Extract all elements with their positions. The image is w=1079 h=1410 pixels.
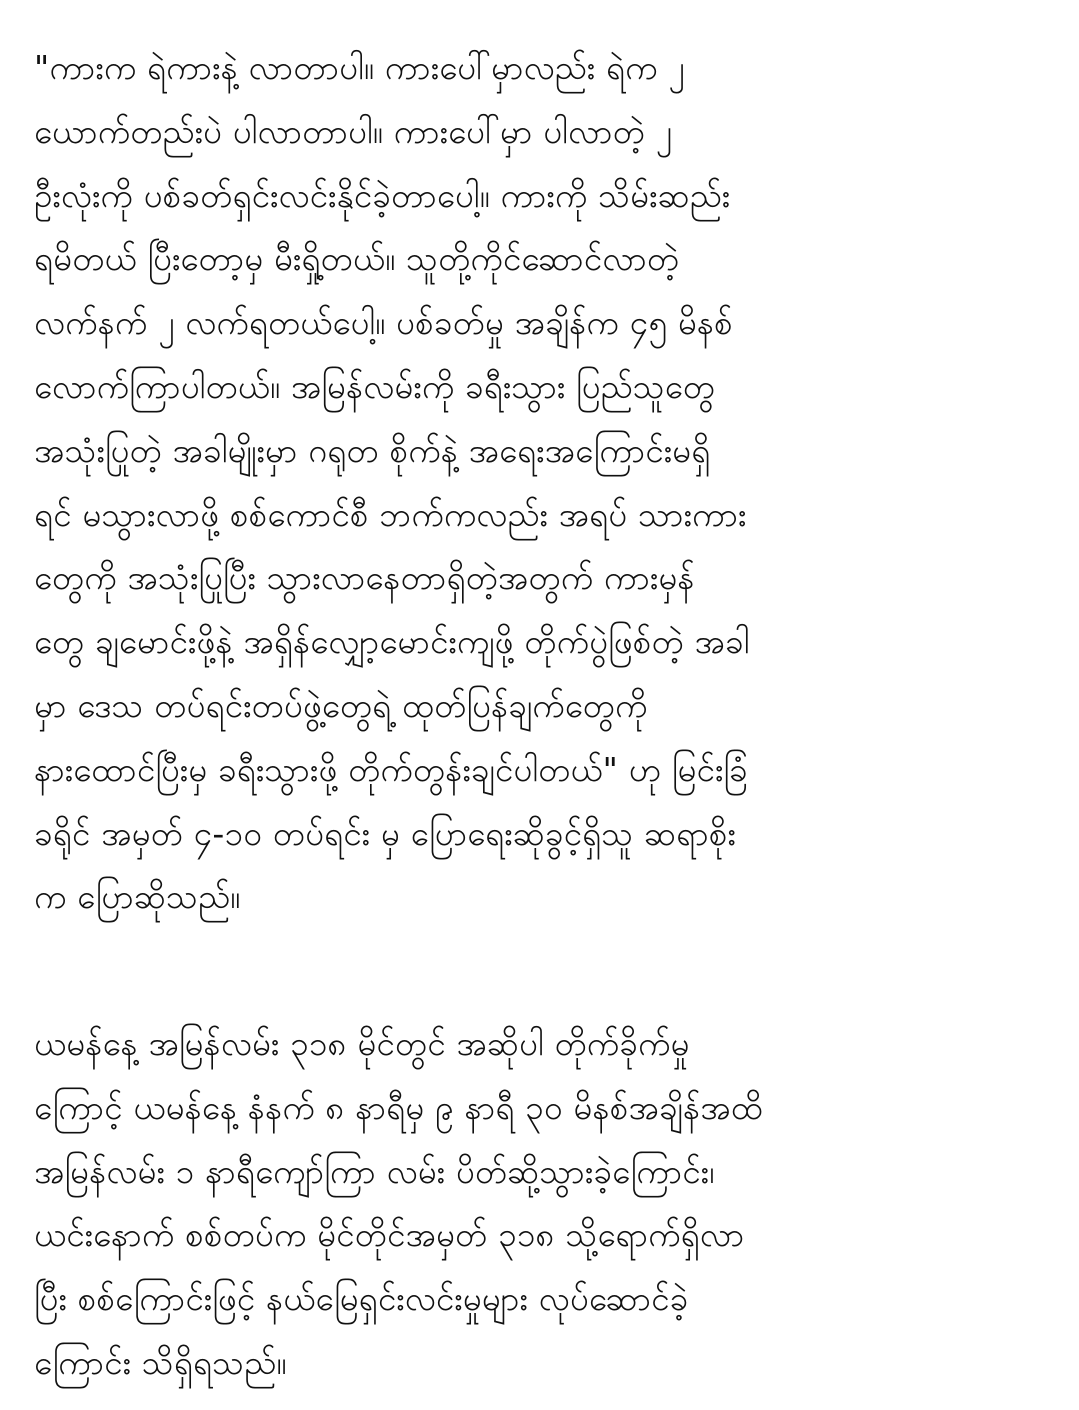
text-line: ယင်းနောက် စစ်တပ်က မိုင်တိုင်အမှတ် ၃၁၈ သို့ရောက်ရှိလာ: [34, 1215, 745, 1255]
text-line: မှာ ဒေသ တပ်ရင်းတပ်ဖွဲ့တွေရဲ့ ထုတ်ပြန်ချက်တွေကို: [34, 685, 648, 725]
text-line: ခရိုင် အမှတ် ၄-၁၀ တပ်ရင်း မှ ပြောရေးဆိုခွင့်ရှိသူ ဆရာစိုး: [34, 813, 736, 853]
text-line: ယမန်နေ့ အမြန်လမ်း ၃၁၈ မိုင်တွင် အဆိုပါ တိုက်ခိုက်မှု: [34, 1024, 690, 1063]
text-line: လက်နက် ၂ လက်ရတယ်ပေါ့။ ပစ်ခတ်မှု အချိန်က ၄၅ မိနစ်: [34, 303, 733, 343]
text-line: အမြန်လမ်း ၁ နာရီကျော်ကြာ လမ်း ပိတ်ဆို့သွားခဲ့ကြောင်း၊: [34, 1151, 715, 1191]
text-line: ရမိတယ် ပြီးတော့မှ မီးရှို့တယ်။ သူတို့ကိုင်ဆောင်လာတဲ့: [34, 239, 680, 279]
text-line: ကြောင့် ယမန်နေ့ နံနက် ၈ နာရီမှ ၉ နာရီ ၃၀ မိနစ်အချိန်အထိ: [34, 1087, 763, 1127]
text-line: ပြီး စစ်ကြောင်းဖြင့် နယ်မြေရှင်းလင်းမှုများ လုပ်ဆောင်ခဲ့: [34, 1279, 689, 1319]
text-line: က ပြောဆိုသည်။: [34, 877, 241, 917]
text-line: ယောက်တည်းပဲ ပါလာတာပါ။ ကားပေါ်မှာ ပါလာတဲ့ ၂: [34, 111, 673, 151]
paragraph-report: [0, 1012, 1079, 1395]
text-line: နားထောင်ပြီးမှ ခရီးသွားဖို့ တိုက်တွန်းချင်ပါတယ်" ဟု မြင်းခြံ: [34, 749, 748, 789]
text-line: "ကားက ရဲကားနဲ့ လာတာပါ။ ကားပေါ်မှာလည်း ရဲက ၂: [34, 48, 685, 87]
text-line: လောက်ကြာပါတယ်။ အမြန်လမ်းကို ခရီးသွား ပြည်သူတွေ: [34, 366, 716, 406]
text-line: ဦးလုံးကို ပစ်ခတ်ရှင်းလင်းနိုင်ခဲ့တာပေါ့။ ကားကို သိမ်းဆည်း: [34, 175, 731, 215]
text-line: တွေ ချမောင်းဖို့နဲ့ အရှိန်လျှော့မောင်းကျဖို့ တိုက်ပွဲဖြစ်တဲ့ အခါ: [34, 622, 750, 662]
text-line: တွေကို အသုံးပြုပြီး သွားလာနေတာရှိတဲ့အတွက် ကားမှန်: [34, 558, 695, 598]
paragraph-quote: [0, 36, 1079, 929]
text-line: ကြောင်း သိရှိရသည်။: [34, 1342, 287, 1382]
text-line: ရင် မသွားလာဖို့ စစ်ကောင်စီ ဘက်ကလည်း အရပ် သားကား: [34, 494, 747, 534]
text-line: အသုံးပြုတဲ့ အခါမျိုးမှာ ဂရုတ စိုက်နဲ့ အရေးအကြောင်းမရှိ: [34, 430, 711, 470]
